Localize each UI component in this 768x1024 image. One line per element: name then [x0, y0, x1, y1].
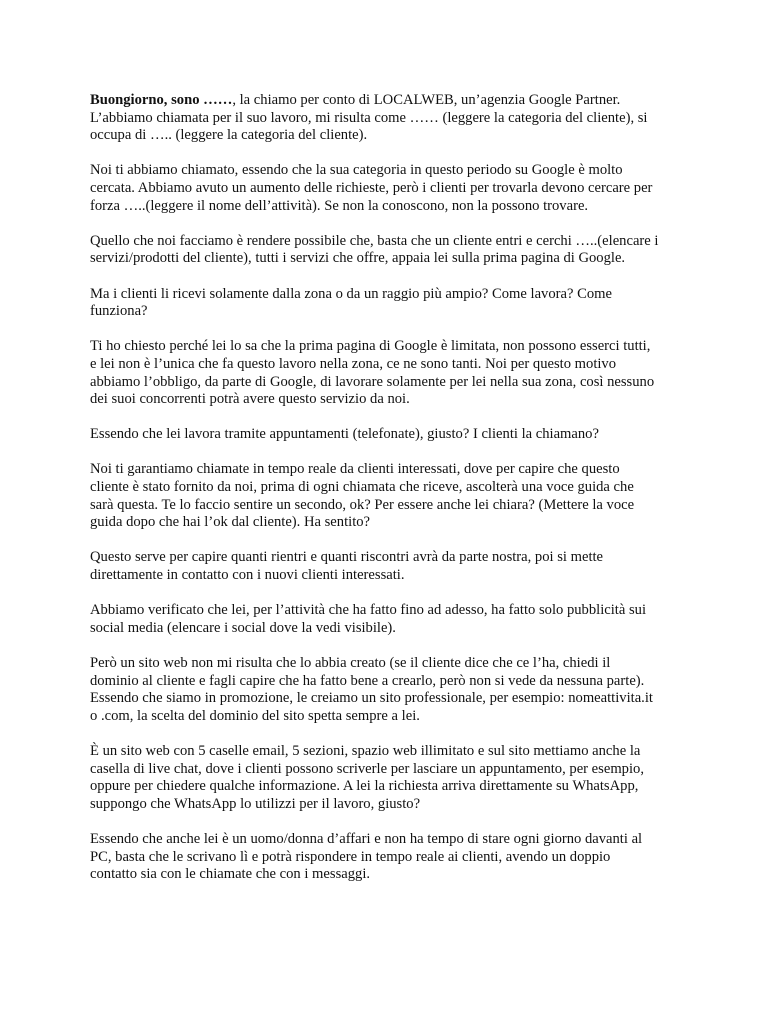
paragraph: Noi ti abbiamo chiamato, essendo che la sua categoria in questo periodo su Google è molto cercata. Abbiamo avuto un aumento delle richieste, però i clienti per trovarla devono cercare per forza …..(leggere il nome dell’attività). Se non la conoscono, non la possono trovare.	[90, 162, 653, 214]
paragraph: Essendo che lei lavora tramite appuntamenti (telefonate), giusto? I clienti la chiamano?	[90, 426, 599, 443]
greeting-bold-lead: Buongiorno, sono ……	[90, 92, 233, 108]
paragraph-text: , la chiamo per conto di LOCALWEB, un’agenzia Google Partner. L’abbiamo chiamata per il suo lavoro, mi risulta come …… (leggere la categoria del cliente), si occupa di ….. (leggere la categoria del cliente).	[90, 92, 648, 144]
paragraph: Ti ho chiesto perché lei lo sa che la prima pagina di Google è limitata, non possono esserci tutti, e lei non è l’unica che fa questo lavoro nella zona, ce ne sono tanti. Noi per questo motivo abbiamo l’obbligo, da parte di Google, di lavorare solamente per lei nella sua zona, così nessuno dei suoi concorrenti potrà avere questo servizio da noi.	[90, 338, 655, 408]
paragraph: Ma i clienti li ricevi solamente dalla zona o da un raggio più ampio? Come lavora? Come funziona?	[90, 285, 612, 320]
paragraph: Noi ti garantiamo chiamate in tempo reale da clienti interessati, dove per capire che questo cliente è stato fornito da noi, prima di ogni chiamata che riceve, ascolterà una voce guida che sarà questa. Te lo faccio sentire un secondo, ok? Per essere anche lei chiara? (Mettere la voce guida dopo che hai l’ok dal cliente). Ha sentito?	[90, 461, 635, 531]
document-body	[90, 92, 682, 901]
paragraph: Essendo che anche lei è un uomo/donna d’affari e non ha tempo di stare ogni giorno davanti al PC, basta che le scrivano lì e potrà rispondere in tempo reale ai clienti, avendo un doppio contatto sia con le chiamate che con i messaggi.	[90, 830, 643, 883]
paragraph: Però un sito web non mi risulta che lo abbia creato (se il cliente dice che ce l’ha, chiedi il dominio al cliente e fagli capire che ha fatto bene a crearlo, però non si vede da nessuna parte). Essendo che siamo in promozione, le creiamo un sito professionale, per esempio: nomeattivita.it o .com, la scelta del dominio del sito spetta sempre a lei.	[90, 655, 653, 724]
paragraph: È un sito web con 5 caselle email, 5 sezioni, spazio web illimitato e sul sito mettiamo anche la casella di live chat, dove i clienti possono scriverle per lasciare un appuntamento, per esempio, oppure per chiedere qualche informazione. A lei la richiesta arriva direttamente su WhatsApp, suppongo che WhatsApp lo utilizzi per il lavoro, giusto?	[90, 742, 644, 812]
paragraph: Questo serve per capire quanti rientri e quanti riscontri avrà da parte nostra, poi si mette direttamente in contatto con i nuovi clienti interessati.	[90, 549, 604, 584]
paragraph: Abbiamo verificato che lei, per l’attività che ha fatto fino ad adesso, ha fatto solo pubblicità sui social media (elencare i social dove la vedi visibile).	[90, 602, 647, 636]
paragraph-greeting	[90, 92, 682, 145]
paragraph: Quello che noi facciamo è rendere possibile che, basta che un cliente entri e cerchi …..(elencare i servizi/prodotti del cliente), tutti i servizi che offre, appaia lei sulla prima pagina di Google.	[90, 232, 659, 267]
